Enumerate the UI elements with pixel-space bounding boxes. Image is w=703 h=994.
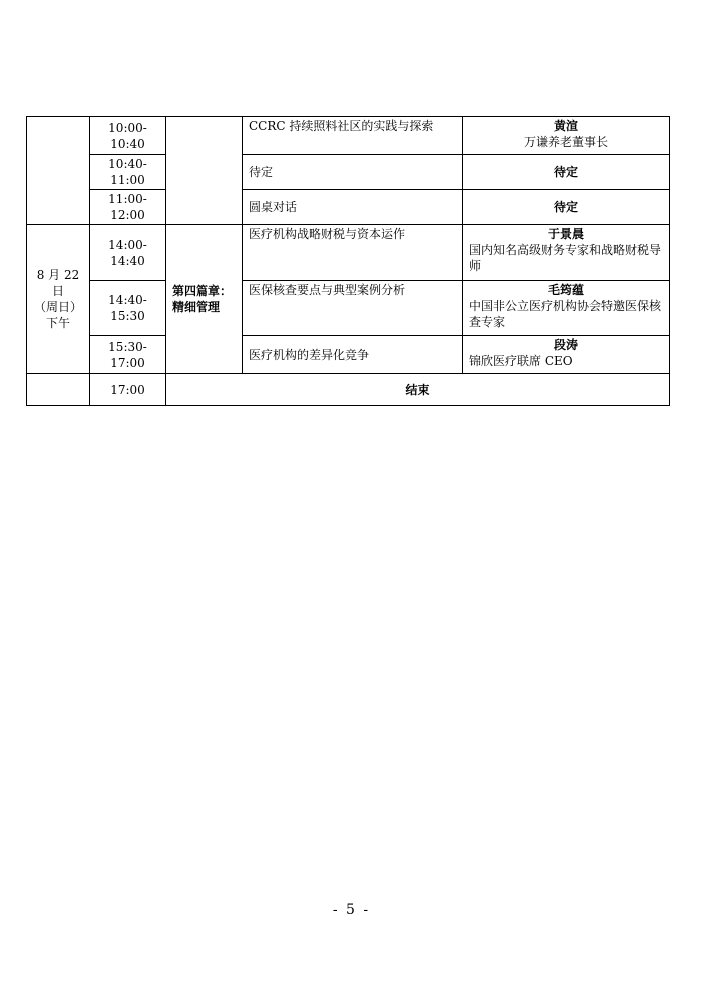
table-row — [27, 117, 670, 155]
topic-cell: CCRC 持续照料社区的实践与探索 — [243, 117, 463, 155]
section-cell — [166, 225, 243, 374]
time-cell: 14:40-15:30 — [90, 281, 166, 336]
speaker-cell — [463, 281, 670, 336]
speaker-title: 万谦养老董事长 — [523, 135, 608, 149]
speaker-name: 毛筠蕴 — [547, 283, 584, 297]
time-cell: 14:00-14:40 — [90, 225, 166, 281]
speaker-cell — [463, 117, 670, 155]
speaker-cell — [463, 225, 670, 281]
date-period: 下午 — [45, 316, 70, 330]
speaker-name: 黄渲 — [553, 119, 578, 133]
date-weekday: （周日） — [33, 300, 82, 314]
speaker-title: 国内知名高级财务专家和战略财税导师 — [469, 243, 662, 273]
speaker-cell — [463, 336, 670, 374]
date-day: 8 月 22 日 — [36, 268, 80, 298]
speaker-name: 待定 — [463, 155, 670, 190]
date-cell-empty — [27, 374, 90, 406]
time-cell: 17:00 — [90, 374, 166, 406]
speaker-name: 段涛 — [553, 338, 578, 352]
section-cell-empty — [166, 117, 243, 225]
topic-cell: 医保核查要点与典型案例分析 — [243, 281, 463, 336]
speaker-title: 锦欣医疗联席 CEO — [469, 354, 573, 368]
speaker-name: 待定 — [463, 190, 670, 225]
table-row — [27, 190, 670, 225]
page-number: - 5 - — [332, 902, 371, 918]
time-cell: 11:00-12:00 — [90, 190, 166, 225]
schedule-table — [26, 116, 670, 406]
end-cell: 结束 — [166, 374, 670, 406]
time-cell: 10:00-10:40 — [90, 117, 166, 155]
table-row — [27, 336, 670, 374]
time-cell: 10:40-11:00 — [90, 155, 166, 190]
section-label: 第四篇章： — [172, 284, 233, 298]
table-row — [27, 225, 670, 281]
date-cell — [27, 225, 90, 374]
speaker-title: 中国非公立医疗机构协会特邀医保核查专家 — [469, 299, 662, 329]
section-title: 精细管理 — [172, 300, 221, 314]
speaker-name: 于景晨 — [547, 227, 584, 241]
time-cell: 15:30-17:00 — [90, 336, 166, 374]
topic-cell: 医疗机构的差异化竞争 — [243, 336, 463, 374]
topic-cell: 待定 — [243, 155, 463, 190]
topic-cell: 医疗机构战略财税与资本运作 — [243, 225, 463, 281]
table-row — [27, 374, 670, 406]
date-cell-empty — [27, 117, 90, 225]
topic-cell: 圆桌对话 — [243, 190, 463, 225]
table-row — [27, 155, 670, 190]
table-row — [27, 281, 670, 336]
